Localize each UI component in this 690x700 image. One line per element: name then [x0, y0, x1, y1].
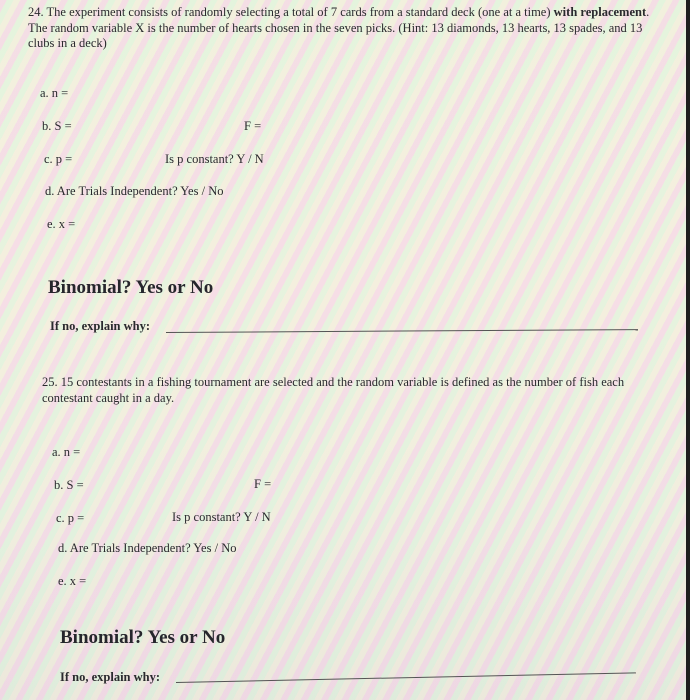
q25-explain-label: If no, explain why:: [60, 670, 161, 684]
q24-b-label: b. S =: [42, 119, 72, 133]
q24-explain-label: If no, explain why:: [50, 319, 151, 333]
q25-p-constant: Is p constant? Y / N: [172, 510, 271, 524]
q24-d-label: d. Are Trials Independent? Yes / No: [45, 184, 224, 198]
q25-d-label: d. Are Trials Independent? Yes / No: [58, 541, 237, 555]
q25-explain-answer-line: [176, 672, 636, 683]
q24-a-label: a. n =: [40, 86, 69, 100]
q25-e-label: e. x =: [58, 574, 87, 588]
q25-f-label: F =: [254, 477, 272, 491]
page-edge-shadow: [686, 0, 690, 700]
q24-intro-text-2: . The random variable X is the number of hearts chosen in the seven picks. (Hint: 13 diamonds, 13 hearts, 13 spades, and 13 clubs in a deck): [28, 5, 650, 50]
q24-p-constant: Is p constant? Y / N: [165, 152, 264, 166]
q24-e-label: e. x =: [47, 217, 76, 231]
q24-f-label: F =: [244, 119, 262, 133]
q24-explain-answer-line: [166, 329, 638, 333]
q24-c-label: c. p =: [44, 152, 73, 166]
q25-b-label: b. S =: [54, 478, 84, 492]
q25-intro: 25. 15 contestants in a fishing tournament are selected and the random variable is defined as the number of fish each contestant caught in a day.: [42, 375, 625, 405]
q25-binomial-question: Binomial? Yes or No: [60, 627, 226, 648]
q24-intro-text-1: 24. The experiment consists of randomly selecting a total of 7 cards from a standard deck (one at a time): [28, 5, 554, 19]
q24-intro-bold-1: with: [553, 5, 578, 19]
q25-c-label: c. p =: [56, 511, 85, 525]
q25-a-label: a. n =: [52, 445, 81, 459]
q24-intro: [28, 5, 656, 52]
q24-intro-bold-2: replacement: [580, 5, 647, 19]
q24-binomial-question: Binomial? Yes or No: [48, 277, 214, 298]
